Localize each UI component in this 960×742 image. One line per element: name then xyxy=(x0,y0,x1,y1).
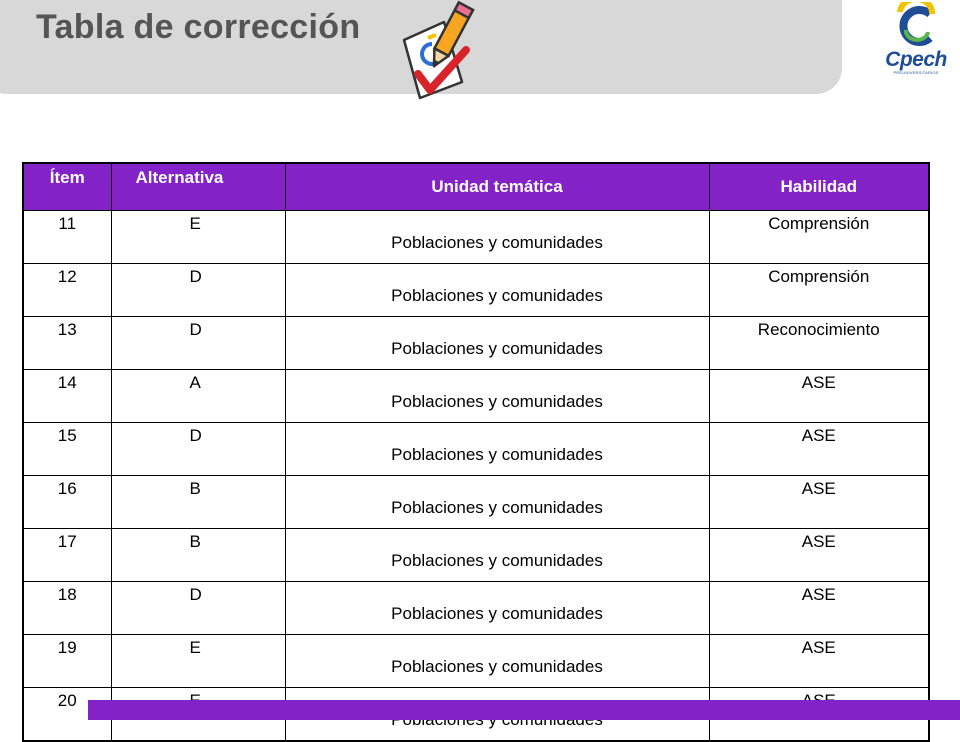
cell-unit: Poblaciones y comunidades xyxy=(285,582,709,635)
cell-unit: Poblaciones y comunidades xyxy=(285,529,709,582)
cell-skill: Comprensión xyxy=(709,211,929,264)
cell-item: 17 xyxy=(23,529,111,582)
pencil-checkmark-icon xyxy=(398,0,480,104)
cell-skill: ASE xyxy=(709,529,929,582)
table-row xyxy=(23,370,929,423)
table-body xyxy=(23,211,929,742)
cell-alternative: A xyxy=(111,370,285,423)
cell-alternative: B xyxy=(111,476,285,529)
cell-alternative: D xyxy=(111,582,285,635)
cell-item: 19 xyxy=(23,635,111,688)
cell-alternative: B xyxy=(111,529,285,582)
cell-item: 11 xyxy=(23,211,111,264)
cell-item: 20 xyxy=(23,688,111,742)
header-unit: Unidad temática xyxy=(285,163,709,211)
cell-skill: ASE xyxy=(709,476,929,529)
cell-unit: Poblaciones y comunidades xyxy=(285,635,709,688)
cell-skill: ASE xyxy=(709,582,929,635)
table-row xyxy=(23,423,929,476)
cell-item: 12 xyxy=(23,264,111,317)
table-row xyxy=(23,317,929,370)
brand-name: Cpech xyxy=(885,48,947,71)
cell-unit: Poblaciones y comunidades xyxy=(285,211,709,264)
cell-skill: Reconocimiento xyxy=(709,317,929,370)
page-title: Tabla de corrección xyxy=(36,8,361,46)
table-row xyxy=(23,529,929,582)
header-item: Ítem xyxy=(23,163,111,211)
cell-item: 15 xyxy=(23,423,111,476)
cell-alternative: D xyxy=(111,423,285,476)
cell-skill: Comprensión xyxy=(709,264,929,317)
cell-skill: ASE xyxy=(709,635,929,688)
table-header-row xyxy=(23,163,929,211)
cell-alternative: E xyxy=(111,635,285,688)
header-skill: Habilidad xyxy=(709,163,929,211)
cell-item: 18 xyxy=(23,582,111,635)
footer-bar xyxy=(88,700,960,720)
cell-alternative: D xyxy=(111,317,285,370)
cell-skill: ASE xyxy=(709,370,929,423)
correction-table xyxy=(22,162,930,742)
cell-unit: Poblaciones y comunidades xyxy=(285,423,709,476)
table-row xyxy=(23,635,929,688)
header-alternative: Alternativa xyxy=(111,163,285,211)
cell-unit: Poblaciones y comunidades xyxy=(285,370,709,423)
table-row xyxy=(23,264,929,317)
cpech-logo-icon xyxy=(876,2,956,50)
cell-skill: ASE xyxy=(709,423,929,476)
cell-item: 14 xyxy=(23,370,111,423)
cell-unit: Poblaciones y comunidades xyxy=(285,317,709,370)
cell-item: 13 xyxy=(23,317,111,370)
cell-unit: Poblaciones y comunidades xyxy=(285,264,709,317)
table-row xyxy=(23,211,929,264)
cell-item: 16 xyxy=(23,476,111,529)
table-row xyxy=(23,476,929,529)
cell-alternative: E xyxy=(111,211,285,264)
brand-subtitle: PREUNIVERSITARIOS xyxy=(893,70,939,75)
cell-alternative: D xyxy=(111,264,285,317)
cell-unit: Poblaciones y comunidades xyxy=(285,476,709,529)
cpech-logo xyxy=(876,2,956,80)
table-row xyxy=(23,582,929,635)
